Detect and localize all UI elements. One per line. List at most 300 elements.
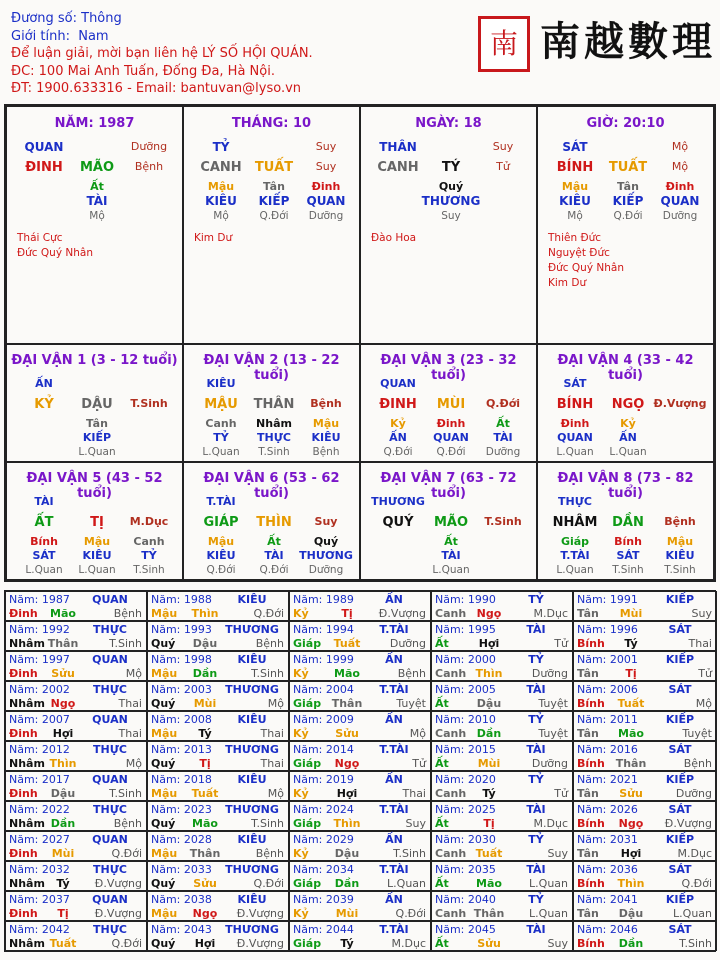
- year-label: Năm: 2006: [577, 683, 638, 696]
- year-ten-god: KIÊU: [237, 833, 267, 846]
- year-ten-god: QUAN: [92, 593, 128, 606]
- hidden-state: Mộ: [89, 210, 105, 222]
- year-cell: [147, 741, 289, 771]
- pillar-stem-state: Mộ: [671, 140, 689, 153]
- year-state: Đ.Vượng: [94, 907, 142, 920]
- hidden-stem: Tân: [263, 180, 285, 193]
- hidden-stem: Mậu: [666, 535, 694, 548]
- year-cell: [147, 771, 289, 801]
- year-state: Q.Đới: [395, 907, 426, 920]
- dai-van-stem: KỶ: [34, 397, 54, 412]
- pillar-title: GIỜ: 20:10: [586, 116, 665, 131]
- year-state: L.Quan: [529, 877, 568, 890]
- hidden-state: Q.Đới: [206, 564, 236, 576]
- hidden-ten-god: SÁT: [32, 549, 56, 562]
- year-branch: Thân: [473, 907, 505, 920]
- year-label: Năm: 2003: [151, 683, 212, 696]
- year-stem: Canh: [435, 667, 467, 680]
- year-label: Năm: 2037: [9, 893, 70, 906]
- year-cell: [5, 621, 147, 651]
- year-ten-god: SÁT: [668, 623, 692, 636]
- year-stem: Giáp: [293, 757, 322, 770]
- year-state: Dưỡng: [389, 637, 426, 650]
- year-stem: Quý: [151, 637, 176, 650]
- year-cell: [573, 921, 717, 951]
- brand-logo: [478, 10, 716, 76]
- year-ten-god: THỰC: [93, 683, 127, 696]
- year-label: Năm: 1989: [293, 593, 354, 606]
- year-stem: Mậu: [151, 727, 178, 740]
- year-ten-god: QUAN: [92, 833, 128, 846]
- year-cell: [431, 651, 573, 681]
- hidden-ten-god: ẤN: [389, 431, 407, 444]
- year-ten-god: KIÊU: [237, 893, 267, 906]
- year-branch: Dần: [476, 727, 502, 740]
- year-label: Năm: 2014: [293, 743, 354, 756]
- year-ten-god: SÁT: [668, 923, 692, 936]
- hidden-stem: Bính: [614, 535, 642, 548]
- year-stem: Ất: [435, 877, 449, 890]
- year-ten-god: KIẾP: [665, 833, 695, 846]
- year-label: Năm: 2027: [9, 833, 70, 846]
- hidden-state: L.Quan: [432, 564, 470, 576]
- year-stem: Canh: [435, 847, 467, 860]
- address-line: ĐC: 100 Mai Anh Tuấn, Đống Đa, Hà Nội.: [11, 63, 275, 79]
- year-state: L.Quan: [387, 877, 426, 890]
- hidden-state: Q.Đới: [436, 446, 466, 458]
- year-cell: [147, 801, 289, 831]
- year-cell: [5, 861, 147, 891]
- year-branch: Thìn: [191, 607, 219, 620]
- year-ten-god: TÀI: [526, 863, 546, 876]
- year-cell: [431, 771, 573, 801]
- dai-van-state: Bệnh: [310, 397, 342, 410]
- year-state: T.Sinh: [251, 817, 284, 830]
- year-stem: Kỷ: [293, 607, 309, 620]
- hidden-stem: Tân: [86, 417, 108, 430]
- year-label: Năm: 2035: [435, 863, 496, 876]
- year-ten-god: QUAN: [92, 893, 128, 906]
- year-stem: Canh: [435, 607, 467, 620]
- year-ten-god: KIẾP: [665, 653, 695, 666]
- hidden-state: T.Sinh: [664, 564, 696, 576]
- year-cell: [573, 861, 717, 891]
- hidden-state: Mộ: [567, 210, 583, 222]
- year-cell: [147, 711, 289, 741]
- year-stem: Kỷ: [293, 907, 309, 920]
- year-state: M.Dục: [677, 847, 712, 860]
- hidden-ten-god: THỰC: [257, 431, 291, 444]
- year-label: Năm: 2023: [151, 803, 212, 816]
- year-branch: Tuất: [333, 637, 361, 650]
- hidden-stem: Mậu: [207, 535, 235, 548]
- year-ten-god: TỶ: [528, 833, 544, 846]
- year-state: Bệnh: [683, 757, 712, 770]
- year-stem: Kỷ: [293, 787, 309, 800]
- year-cell: [573, 891, 717, 921]
- year-cell: [147, 921, 289, 951]
- year-cell: [5, 921, 147, 951]
- star-label: Thiên Đức: [548, 232, 602, 244]
- year-branch: Ngọ: [50, 697, 76, 710]
- year-branch: Tị: [341, 607, 353, 620]
- year-label: Năm: 1999: [293, 653, 354, 666]
- hidden-state: L.Quan: [78, 564, 116, 576]
- pillar-branch-state: Mộ: [671, 160, 689, 173]
- hidden-ten-god: QUAN: [306, 194, 346, 208]
- year-ten-god: TỶ: [528, 773, 544, 786]
- year-state: T.Sinh: [109, 787, 142, 800]
- year-ten-god: ẤN: [385, 713, 403, 726]
- year-branch: Thân: [189, 847, 221, 860]
- dai-van-state: T.Sinh: [130, 397, 168, 410]
- hidden-state: Dưỡng: [485, 446, 521, 458]
- year-state: Mộ: [125, 757, 142, 770]
- year-ten-god: QUAN: [92, 713, 128, 726]
- year-branch: Mão: [50, 607, 76, 620]
- hidden-state: L.Quan: [25, 564, 63, 576]
- year-ten-god: TÀI: [526, 623, 546, 636]
- year-state: Tuyệt: [538, 697, 568, 710]
- dai-van-stem: BÍNH: [556, 397, 594, 412]
- year-ten-god: T.TÀI: [379, 863, 409, 876]
- year-label: Năm: 2018: [151, 773, 212, 786]
- hidden-state: Suy: [441, 210, 461, 222]
- hidden-state: Mộ: [213, 210, 229, 222]
- hidden-ten-god: KIÊU: [311, 431, 341, 444]
- star-label: Đức Quý Nhân: [17, 247, 93, 259]
- dai-van-state: Suy: [314, 515, 338, 528]
- year-branch: Dậu: [50, 787, 76, 800]
- hidden-stem: Mậu: [207, 180, 235, 193]
- hidden-state: L.Quan: [78, 446, 116, 458]
- year-label: Năm: 1996: [577, 623, 638, 636]
- dai-van-stem: QUÝ: [382, 515, 414, 530]
- year-ten-god: ẤN: [385, 893, 403, 906]
- hidden-ten-god: TÀI: [264, 549, 284, 562]
- year-cell: [431, 711, 573, 741]
- year-state: Q.Đới: [111, 847, 142, 860]
- year-state: L.Quan: [529, 907, 568, 920]
- hidden-stem: Mậu: [312, 417, 340, 430]
- year-state: Suy: [547, 847, 568, 860]
- year-stem: Bính: [577, 817, 605, 830]
- year-state: Bệnh: [397, 667, 426, 680]
- year-state: Đ.Vượng: [664, 817, 712, 830]
- star-label: Kim Dư: [194, 232, 233, 244]
- year-state: T.Sinh: [109, 637, 142, 650]
- hidden-state: L.Quan: [609, 446, 647, 458]
- hidden-ten-god: KIẾP: [82, 431, 112, 444]
- year-state: Thai: [260, 757, 284, 770]
- dai-van-2: [183, 344, 360, 462]
- hidden-stem: Mậu: [83, 535, 111, 548]
- year-state: Tuyệt: [396, 697, 426, 710]
- year-stem: Bính: [577, 757, 605, 770]
- dai-van-branch: THÌN: [256, 515, 292, 530]
- year-ten-god: QUAN: [92, 653, 128, 666]
- year-ten-god: QUAN: [92, 773, 128, 786]
- dai-van-branch: NGỌ: [611, 397, 645, 412]
- contact-line: Để luận giải, mời bạn liên hệ LÝ SỐ HỘI QUÁN.: [11, 46, 313, 61]
- year-label: Năm: 2024: [293, 803, 354, 816]
- pillar-ten-god: QUAN: [24, 140, 64, 154]
- year-state: Suy: [405, 817, 426, 830]
- year-label: Năm: 1995: [435, 623, 496, 636]
- year-cell: [147, 621, 289, 651]
- year-ten-god: ẤN: [385, 653, 403, 666]
- year-label: Năm: 2042: [9, 923, 70, 936]
- dai-van-title: ĐẠI VẬN 4 (33 - 42 tuổi): [557, 353, 694, 383]
- year-stem: Tân: [577, 787, 599, 800]
- year-state: M.Dục: [533, 817, 568, 830]
- hidden-ten-god: THƯƠNG: [421, 194, 481, 208]
- pillar-ten-god: THÂN: [379, 140, 417, 154]
- pillar-earthly-branch: TÝ: [441, 160, 461, 175]
- pillar-year: [6, 106, 183, 344]
- gender-line: Giới tính: Nam: [11, 28, 109, 44]
- year-cell: [431, 621, 573, 651]
- year-ten-god: THỰC: [93, 923, 127, 936]
- pillar-stem-state: Suy: [315, 140, 337, 153]
- hidden-stem: Quý: [313, 535, 339, 548]
- dai-van-title: ĐẠI VẬN 3 (23 - 32 tuổi): [380, 353, 517, 383]
- hidden-ten-god: KIÊU: [82, 549, 112, 562]
- hidden-ten-god: KIÊU: [206, 549, 236, 562]
- year-branch: Thân: [615, 757, 647, 770]
- year-state: Thai: [118, 727, 142, 740]
- year-label: Năm: 2015: [435, 743, 496, 756]
- dai-van-title: ĐẠI VẬN 2 (13 - 22 tuổi): [203, 353, 340, 383]
- year-cell: [573, 591, 717, 621]
- year-label: Năm: 2012: [9, 743, 70, 756]
- pillar-title: THÁNG: 10: [231, 116, 312, 131]
- dai-van-ten-god: TÀI: [34, 495, 54, 508]
- year-branch: Ngọ: [334, 757, 360, 770]
- year-state: Bệnh: [255, 637, 284, 650]
- year-state: Thai: [118, 697, 142, 710]
- year-state: Đ.Vượng: [378, 607, 426, 620]
- year-branch: Mão: [192, 817, 218, 830]
- year-label: Năm: 1994: [293, 623, 354, 636]
- pillar-branch-state: Bệnh: [134, 160, 164, 173]
- year-cell: [5, 651, 147, 681]
- dai-van-branch: DẬU: [81, 397, 113, 412]
- year-label: Năm: 2009: [293, 713, 354, 726]
- year-branch: Tị: [625, 667, 637, 680]
- dai-van-5: [6, 462, 183, 580]
- pillar-ten-god: TỶ: [212, 140, 230, 154]
- year-stem: Mậu: [151, 907, 178, 920]
- year-state: Bệnh: [255, 847, 284, 860]
- year-label: Năm: 2020: [435, 773, 496, 786]
- year-ten-god: TÀI: [526, 923, 546, 936]
- year-state: Tử: [554, 637, 568, 650]
- year-ten-god: KIẾP: [665, 593, 695, 606]
- year-stem: Giáp: [293, 937, 322, 950]
- hidden-ten-god: QUAN: [660, 194, 700, 208]
- hidden-state: L.Quan: [556, 564, 594, 576]
- year-label: Năm: 1998: [151, 653, 212, 666]
- hidden-stem: Giáp: [560, 535, 590, 548]
- year-ten-god: THỰC: [93, 743, 127, 756]
- year-state: T.Sinh: [679, 937, 712, 950]
- hidden-ten-god: TÀI: [441, 549, 461, 562]
- year-cell: [289, 831, 431, 861]
- year-stem: Nhâm: [9, 937, 45, 950]
- year-stem: Nhâm: [9, 637, 45, 650]
- year-cell: [289, 651, 431, 681]
- year-ten-god: T.TÀI: [379, 803, 409, 816]
- dai-van-7: [360, 462, 537, 580]
- year-ten-god: T.TÀI: [379, 683, 409, 696]
- year-state: L.Quan: [673, 907, 712, 920]
- year-cell: [147, 681, 289, 711]
- year-label: Năm: 2017: [9, 773, 70, 786]
- year-branch: Tị: [57, 907, 69, 920]
- year-label: Năm: 2004: [293, 683, 354, 696]
- hidden-ten-god: T.TÀI: [560, 549, 590, 562]
- year-stem: Đinh: [9, 667, 38, 680]
- year-label: Năm: 2005: [435, 683, 496, 696]
- year-branch: Dần: [50, 817, 76, 830]
- year-label: Năm: 2039: [293, 893, 354, 906]
- year-ten-god: THỰC: [93, 623, 127, 636]
- pillar-ten-god: SÁT: [562, 140, 588, 154]
- year-branch: Tuất: [617, 697, 645, 710]
- dai-van-state: Bệnh: [664, 515, 696, 528]
- year-stem: Đinh: [9, 607, 38, 620]
- hidden-state: T.Sinh: [612, 564, 644, 576]
- year-label: Năm: 1988: [151, 593, 212, 606]
- year-ten-god: SÁT: [668, 863, 692, 876]
- dai-van-stem: NHÂM: [552, 515, 598, 530]
- year-cell: [431, 861, 573, 891]
- year-branch: Dậu: [334, 847, 360, 860]
- year-state: Tử: [554, 787, 568, 800]
- year-cell: [5, 801, 147, 831]
- year-label: Năm: 1991: [577, 593, 638, 606]
- hidden-state: Q.Đới: [613, 210, 643, 222]
- hidden-ten-god: KIÊU: [559, 194, 591, 208]
- year-stem: Đinh: [9, 847, 38, 860]
- year-stem: Kỷ: [293, 727, 309, 740]
- year-ten-god: KIÊU: [237, 653, 267, 666]
- year-stem: Đinh: [9, 727, 38, 740]
- dai-van-title: ĐẠI VẬN 5 (43 - 52 tuổi): [26, 471, 163, 501]
- year-cell: [289, 801, 431, 831]
- year-state: Bệnh: [113, 607, 142, 620]
- owner-name: Đương số: Thông: [11, 11, 122, 26]
- year-branch: Dậu: [618, 907, 644, 920]
- year-stem: Kỷ: [293, 847, 309, 860]
- year-label: Năm: 2045: [435, 923, 496, 936]
- year-branch: Hợi: [52, 727, 74, 740]
- year-cell: [5, 891, 147, 921]
- hidden-state: Q.Đới: [259, 564, 289, 576]
- year-branch: Dậu: [476, 697, 502, 710]
- annual-luck-grid: [4, 590, 716, 952]
- year-state: Suy: [547, 937, 568, 950]
- year-cell: [5, 711, 147, 741]
- year-label: Năm: 2013: [151, 743, 212, 756]
- year-ten-god: SÁT: [668, 743, 692, 756]
- year-state: Dưỡng: [531, 757, 568, 770]
- year-label: Năm: 2021: [577, 773, 638, 786]
- year-state: Suy: [691, 607, 712, 620]
- hidden-state: T.Sinh: [133, 564, 165, 576]
- year-branch: Hợi: [478, 637, 500, 650]
- star-label: Đào Hoa: [371, 232, 417, 244]
- year-stem: Bính: [577, 697, 605, 710]
- year-ten-god: TỶ: [528, 893, 544, 906]
- year-stem: Quý: [151, 697, 176, 710]
- year-ten-god: T.TÀI: [379, 623, 409, 636]
- year-cell: [289, 891, 431, 921]
- year-cell: [573, 831, 717, 861]
- dai-van-ten-god: ẤN: [35, 377, 53, 390]
- year-branch: Thân: [331, 697, 363, 710]
- hidden-stem: Ất: [496, 417, 510, 430]
- year-ten-god: TỶ: [528, 653, 544, 666]
- hidden-state: L.Quan: [202, 446, 240, 458]
- pillar-heavenly-stem: ĐINH: [25, 160, 63, 175]
- star-label: Nguyệt Đức: [548, 247, 610, 259]
- year-cell: [573, 801, 717, 831]
- year-stem: Tân: [577, 907, 599, 920]
- year-state: Mộ: [409, 727, 426, 740]
- dai-van-branch: MÃO: [433, 515, 469, 530]
- hidden-stem: Kỷ: [390, 417, 406, 430]
- year-cell: [289, 591, 431, 621]
- year-cell: [289, 711, 431, 741]
- year-state: Tuyệt: [682, 727, 712, 740]
- year-branch: Tuất: [191, 787, 219, 800]
- year-label: Năm: 2022: [9, 803, 70, 816]
- year-label: Năm: 2036: [577, 863, 638, 876]
- year-stem: Nhâm: [9, 877, 45, 890]
- year-state: M.Dục: [391, 937, 426, 950]
- year-state: Tuyệt: [538, 727, 568, 740]
- pillar-title: NGÀY: 18: [415, 116, 482, 131]
- dai-van-branch: THÂN: [253, 397, 295, 412]
- year-state: T.Sinh: [251, 667, 284, 680]
- year-cell: [431, 741, 573, 771]
- hidden-stem: Đinh: [665, 180, 695, 193]
- dai-van-stem: MẬU: [204, 397, 238, 412]
- year-label: Năm: 1992: [9, 623, 70, 636]
- year-branch: Tý: [340, 937, 354, 950]
- year-branch: Ngọ: [476, 607, 502, 620]
- year-stem: Kỷ: [293, 667, 309, 680]
- hidden-stem: Đinh: [436, 417, 466, 430]
- year-stem: Tân: [577, 727, 599, 740]
- hidden-stem: Nhâm: [256, 417, 292, 430]
- year-label: Năm: 2029: [293, 833, 354, 846]
- dai-van-stem: GIÁP: [203, 515, 239, 530]
- year-cell: [147, 831, 289, 861]
- year-branch: Mùi: [619, 607, 643, 620]
- pillar-earthly-branch: TUẤT: [608, 160, 648, 175]
- year-state: T.Sinh: [393, 847, 426, 860]
- year-state: Mộ: [267, 787, 284, 800]
- year-branch: Mão: [476, 877, 502, 890]
- hidden-stem: Ất: [444, 535, 458, 548]
- year-cell: [431, 591, 573, 621]
- hidden-ten-god: KIẾP: [612, 194, 644, 208]
- year-stem: Tân: [577, 847, 599, 860]
- year-branch: Mão: [334, 667, 360, 680]
